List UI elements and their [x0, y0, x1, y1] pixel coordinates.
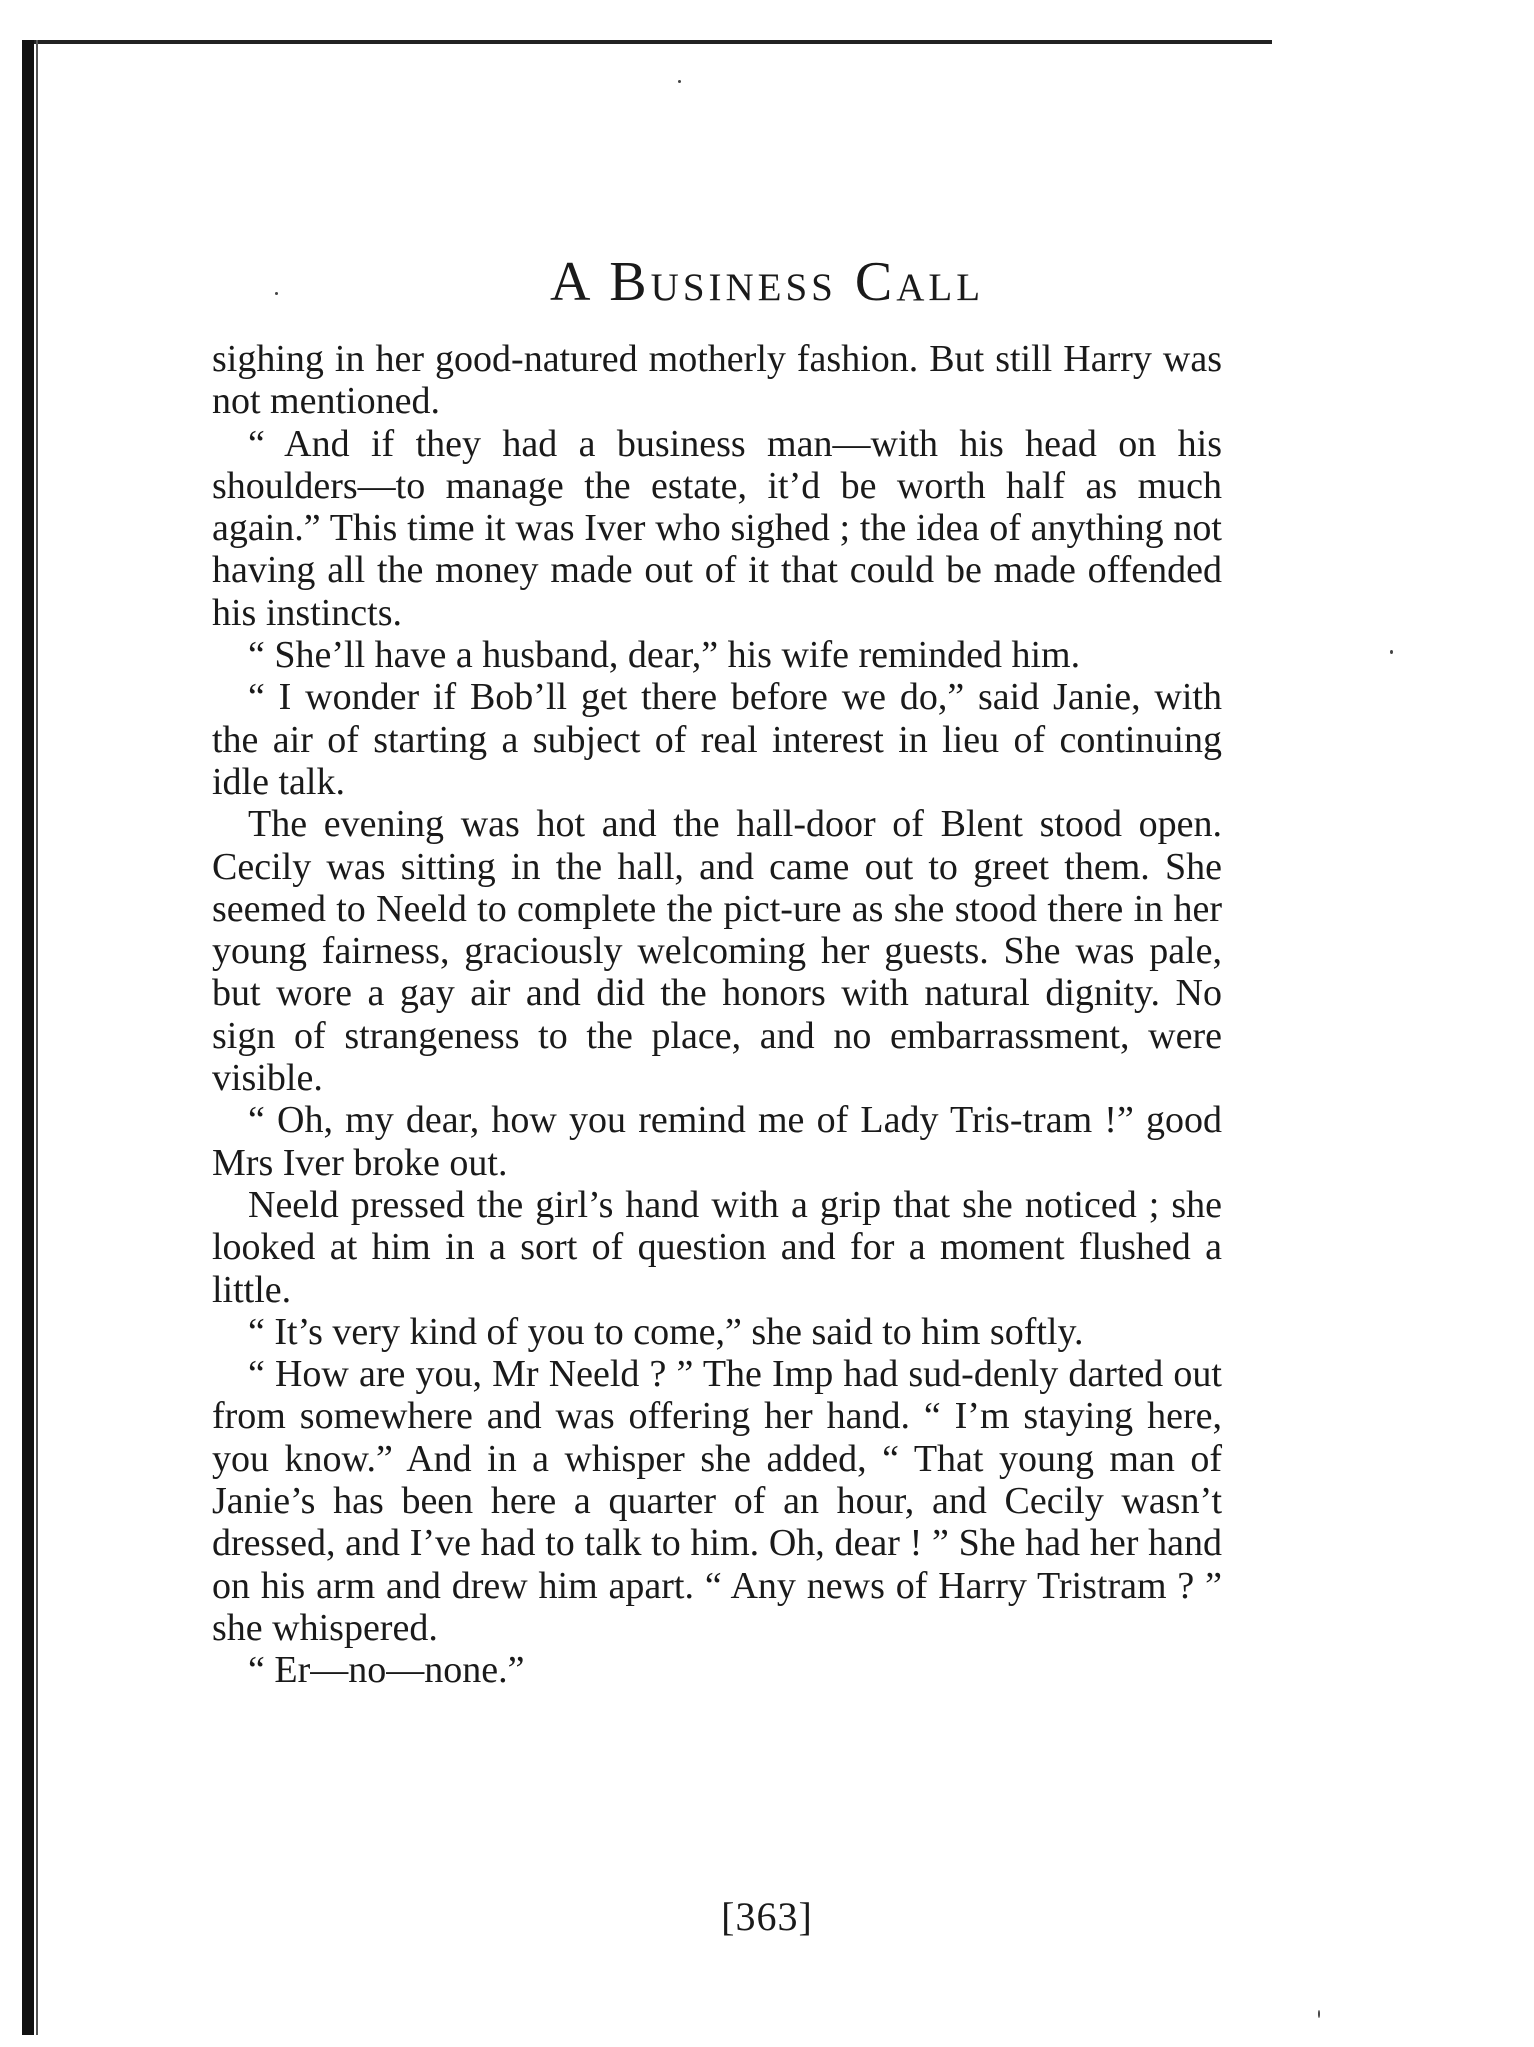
- scan-speck: [1318, 2010, 1320, 2018]
- paragraph: “ Er—no—none.”: [248, 1649, 525, 1692]
- scan-border-top: [22, 40, 1272, 44]
- body-text: [212, 338, 1222, 1692]
- paragraph: Neeld pressed the girl’s hand with a grip that she noticed ; she looked at him in a sort of question and for a moment flushed a little.: [212, 1183, 1222, 1311]
- paragraph: “ It’s very kind of you to come,” she said to him softly.: [248, 1310, 1084, 1353]
- paragraph: The evening was hot and the hall-door of Blent stood open. Cecily was sitting in the hall, and came out to greet them. She seemed to Neeld to complete the pict-ure as she stood there in her young fairness, graciously welcoming her guests. She was pale, but wore a gay air and did the honors with natural dignity. No sign of strangeness to the place, and no embarrassment, were visible.: [212, 803, 1222, 1100]
- scan-speck: [1390, 650, 1393, 654]
- scan-border-left: [22, 40, 34, 2035]
- scan-speck: [678, 80, 681, 83]
- running-head: A Business Call: [549, 251, 985, 313]
- paragraph: sighing in her good-natured motherly fashion. But still Harry was not mentioned.: [212, 338, 1222, 423]
- scan-border-left-inner: [36, 40, 38, 2035]
- paragraph: “ Oh, my dear, how you remind me of Lady Tris-tram !” good Mrs Iver broke out.: [212, 1099, 1222, 1184]
- paragraph: “ She’ll have a husband, dear,” his wife reminded him.: [248, 634, 1081, 677]
- paragraph: “ And if they had a business man—with his head on his shoulders—to manage the estate, it’d be worth half as much again.” This time it was Iver who sighed ; the idea of anything not having all the money made out of it that could be made offended his instincts.: [212, 422, 1222, 634]
- paragraph: “ I wonder if Bob’ll get there before we do,” said Janie, with the air of starting a subject of real interest in lieu of continuing idle talk.: [212, 676, 1222, 803]
- page-number: [363]: [721, 1894, 813, 1939]
- paragraph: “ How are you, Mr Neeld ? ” The Imp had sud-denly darted out from somewhere and was offering her hand. “ I’m staying here, you know.” And in a whisper she added, “ That young man of Janie’s has been here a quarter of an hour, and Cecily wasn’t dressed, and I’ve had to talk to him. Oh, dear ! ” She had her hand on his arm and drew him apart. “ Any news of Harry Tristram ? ” she whispered.: [212, 1353, 1222, 1649]
